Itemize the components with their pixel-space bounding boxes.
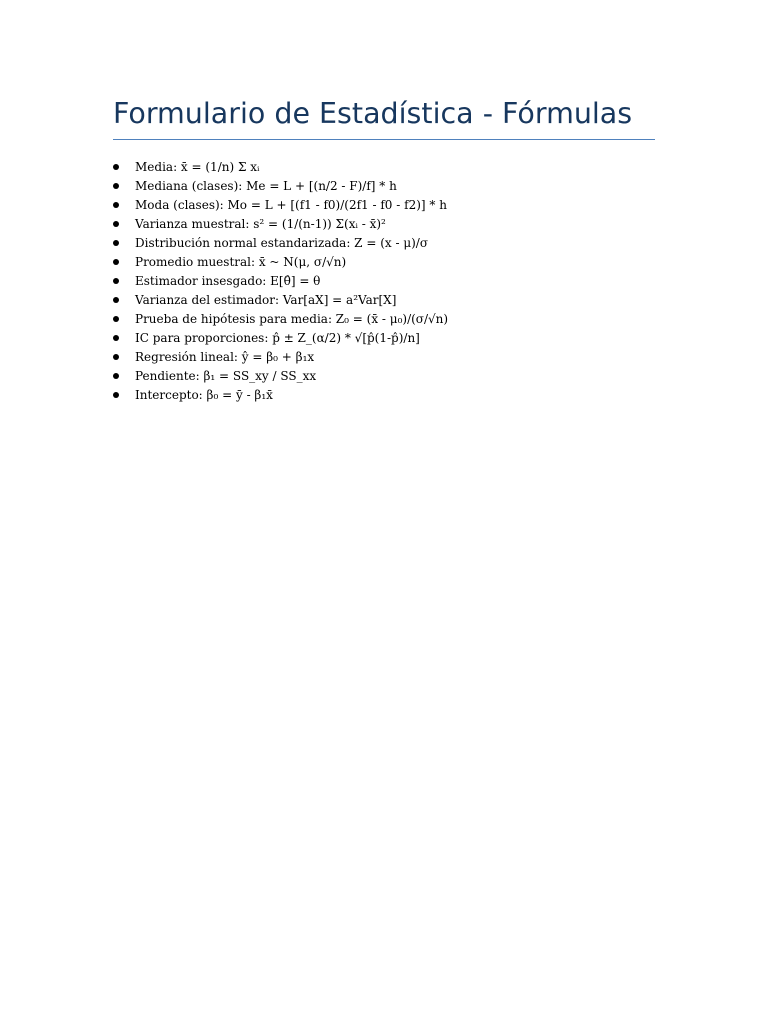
bullet-icon bbox=[113, 316, 119, 322]
formula-text: Distribución normal estandarizada: Z = (x - μ)/σ bbox=[135, 236, 429, 250]
bullet-icon bbox=[113, 240, 119, 246]
bullet-icon bbox=[113, 278, 119, 284]
formula-text: Prueba de hipótesis para media: Z₀ = (x̄ - μ₀)/(σ/√n) bbox=[135, 312, 449, 326]
bullet-icon bbox=[113, 297, 119, 303]
list-item bbox=[113, 272, 655, 291]
formula-text: Mediana (clases): Me = L + [(n/2 - F)/f] * h bbox=[135, 179, 397, 193]
formula-text: Varianza del estimador: Var[aX] = a²Var[X] bbox=[135, 293, 397, 307]
formula-text: Media: x̄ = (1/n) Σ xᵢ bbox=[135, 160, 260, 174]
bullet-icon bbox=[113, 259, 119, 265]
list-item bbox=[113, 158, 655, 177]
list-item bbox=[113, 177, 655, 196]
list-item bbox=[113, 329, 655, 348]
list-item bbox=[113, 234, 655, 253]
list-item bbox=[113, 253, 655, 272]
bullet-icon bbox=[113, 202, 119, 208]
list-item bbox=[113, 348, 655, 367]
bullet-icon bbox=[113, 183, 119, 189]
formula-text: Promedio muestral: x̄ ~ N(μ, σ/√n) bbox=[135, 255, 347, 269]
title-underline bbox=[113, 139, 655, 140]
list-item bbox=[113, 367, 655, 386]
formula-text: Estimador insesgado: E[θ̂] = θ bbox=[135, 274, 321, 288]
formula-text: Moda (clases): Mo = L + [(f1 - f0)/(2f1 - f0 - f2)] * h bbox=[135, 198, 447, 212]
formula-text: IC para proporciones: p̂ ± Z_(α/2) * √[p̂(1-p̂)/n] bbox=[135, 331, 420, 345]
list-item bbox=[113, 291, 655, 310]
bullet-icon bbox=[113, 354, 119, 360]
bullet-icon bbox=[113, 221, 119, 227]
list-item bbox=[113, 310, 655, 329]
bullet-icon bbox=[113, 373, 119, 379]
bullet-icon bbox=[113, 392, 119, 398]
list-item bbox=[113, 386, 655, 405]
formula-text: Regresión lineal: ŷ = β₀ + β₁x bbox=[135, 350, 315, 364]
bullet-icon bbox=[113, 164, 119, 170]
list-item bbox=[113, 196, 655, 215]
document-title: Formulario de Estadística - Fórmulas bbox=[113, 97, 633, 130]
formula-text: Intercepto: β₀ = ȳ - β₁x̄ bbox=[135, 388, 273, 402]
list-item bbox=[113, 215, 655, 234]
formula-list bbox=[113, 158, 655, 405]
bullet-icon bbox=[113, 335, 119, 341]
formula-text: Pendiente: β₁ = SS_xy / SS_xx bbox=[135, 369, 317, 383]
formula-text: Varianza muestral: s² = (1/(n-1)) Σ(xᵢ - x̄)² bbox=[135, 217, 386, 231]
